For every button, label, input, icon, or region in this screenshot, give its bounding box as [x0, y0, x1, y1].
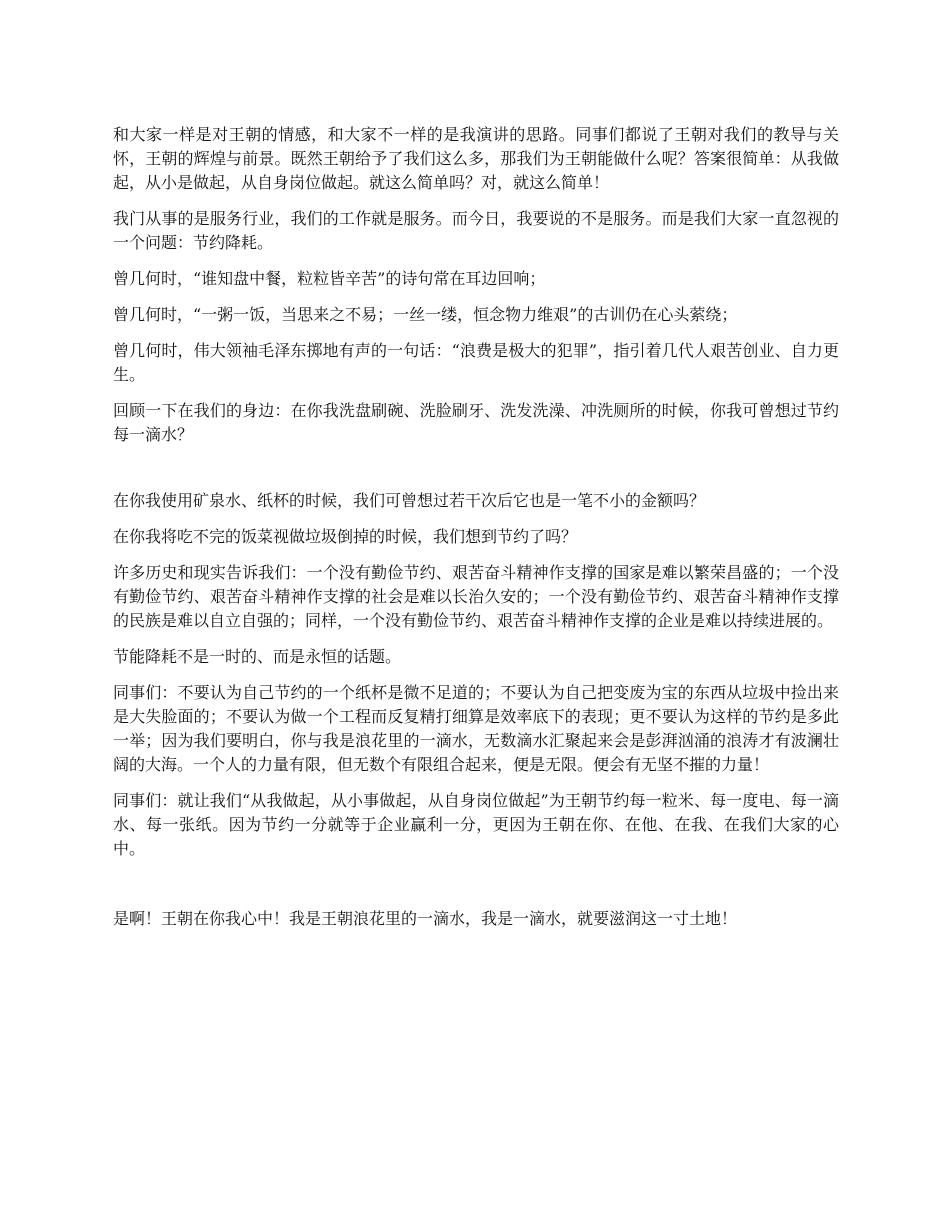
- paragraph-8: 在你我将吃不完的饭菜视做垃圾倒掉的时候，我们想到节约了吗？: [113, 527, 578, 546]
- paragraph-13: 是啊！王朝在你我心中！我是王朝浪花里的一滴水，我是一滴水，就要滋润这一寸土地！: [113, 909, 738, 928]
- paragraph-1: 和大家一样是对王朝的情感，和大家不一样的是我演讲的思路。同事们都说了王朝对我们的教导与关怀，王朝的辉煌与前景。既然王朝给予了我们这么多，那我们为王朝能做什么呢？答案很简单：从我做起，从小是做起，从自身岗位做起。就这么简单吗？对，就这么简单！: [113, 125, 839, 192]
- paragraph-5: 曾几何时，伟大领袖毛泽东掷地有声的一句话：“浪费是极大的犯罪”，指引着几代人艰苦创业、自力更生。: [113, 341, 839, 384]
- paragraph-7: 在你我使用矿泉水、纸杯的时候，我们可曾想过若干次后它也是一笔不小的金额吗？: [113, 491, 706, 510]
- paragraph-9: 许多历史和现实告诉我们：一个没有勤俭节约、艰苦奋斗精神作支撑的国家是难以繁荣昌盛的；一个没有勤俭节约、艰苦奋斗精神作支撑的社会是难以长治久安的；一个没有勤俭节约、艰苦奋斗精神作支撑的民族是难以自立自强的；同样，一个没有勤俭节约、艰苦奋斗精神作支撑的企业是难以持续进展的。: [113, 563, 839, 630]
- paragraph-11: 同事们：不要认为自己节约的一个纸杯是微不足道的；不要认为自己把变废为宝的东西从垃圾中捡出来是大失脸面的；不要认为做一个工程而反复精打细算是效率底下的表现；更不要认为这样的节约是多此一举；因为我们要明白，你与我是浪花里的一滴水，无数滴水汇聚起来会是彭湃汹涌的浪涛才有波澜壮阔的大海。一个人的力量有限，但无数个有限组合起来，便是无限。便会有无坚不摧的力量！: [113, 683, 839, 774]
- paragraph-4: 曾几何时，“一粥一饭，当思来之不易；一丝一缕，恒念物力维艰”的古训仍在心头萦绕；: [113, 305, 738, 324]
- document-page: [113, 123, 839, 943]
- paragraph-2: 我门从事的是服务行业，我们的工作就是服务。而今日，我要说的不是服务。而是我们大家一直忽视的一个问题：节约降耗。: [113, 209, 839, 252]
- paragraph-6: 回顾一下在我们的身边：在你我洗盘刷碗、洗脸刷牙、洗发洗澡、冲洗厕所的时候，你我可曾想过节约每一滴水？: [113, 401, 839, 444]
- paragraph-3: 曾几何时，“谁知盘中餐，粒粒皆辛苦”的诗句常在耳边回响；: [113, 269, 546, 288]
- paragraph-12: 同事们：就让我们“从我做起，从小事做起，从自身岗位做起”为王朝节约每一粒米、每一度电、每一滴水、每一张纸。因为节约一分就等于企业赢利一分，更因为王朝在你、在他、在我、在我们大家的心中。: [113, 791, 839, 858]
- paragraph-10: 节能降耗不是一时的、而是永恒的话题。: [113, 647, 402, 666]
